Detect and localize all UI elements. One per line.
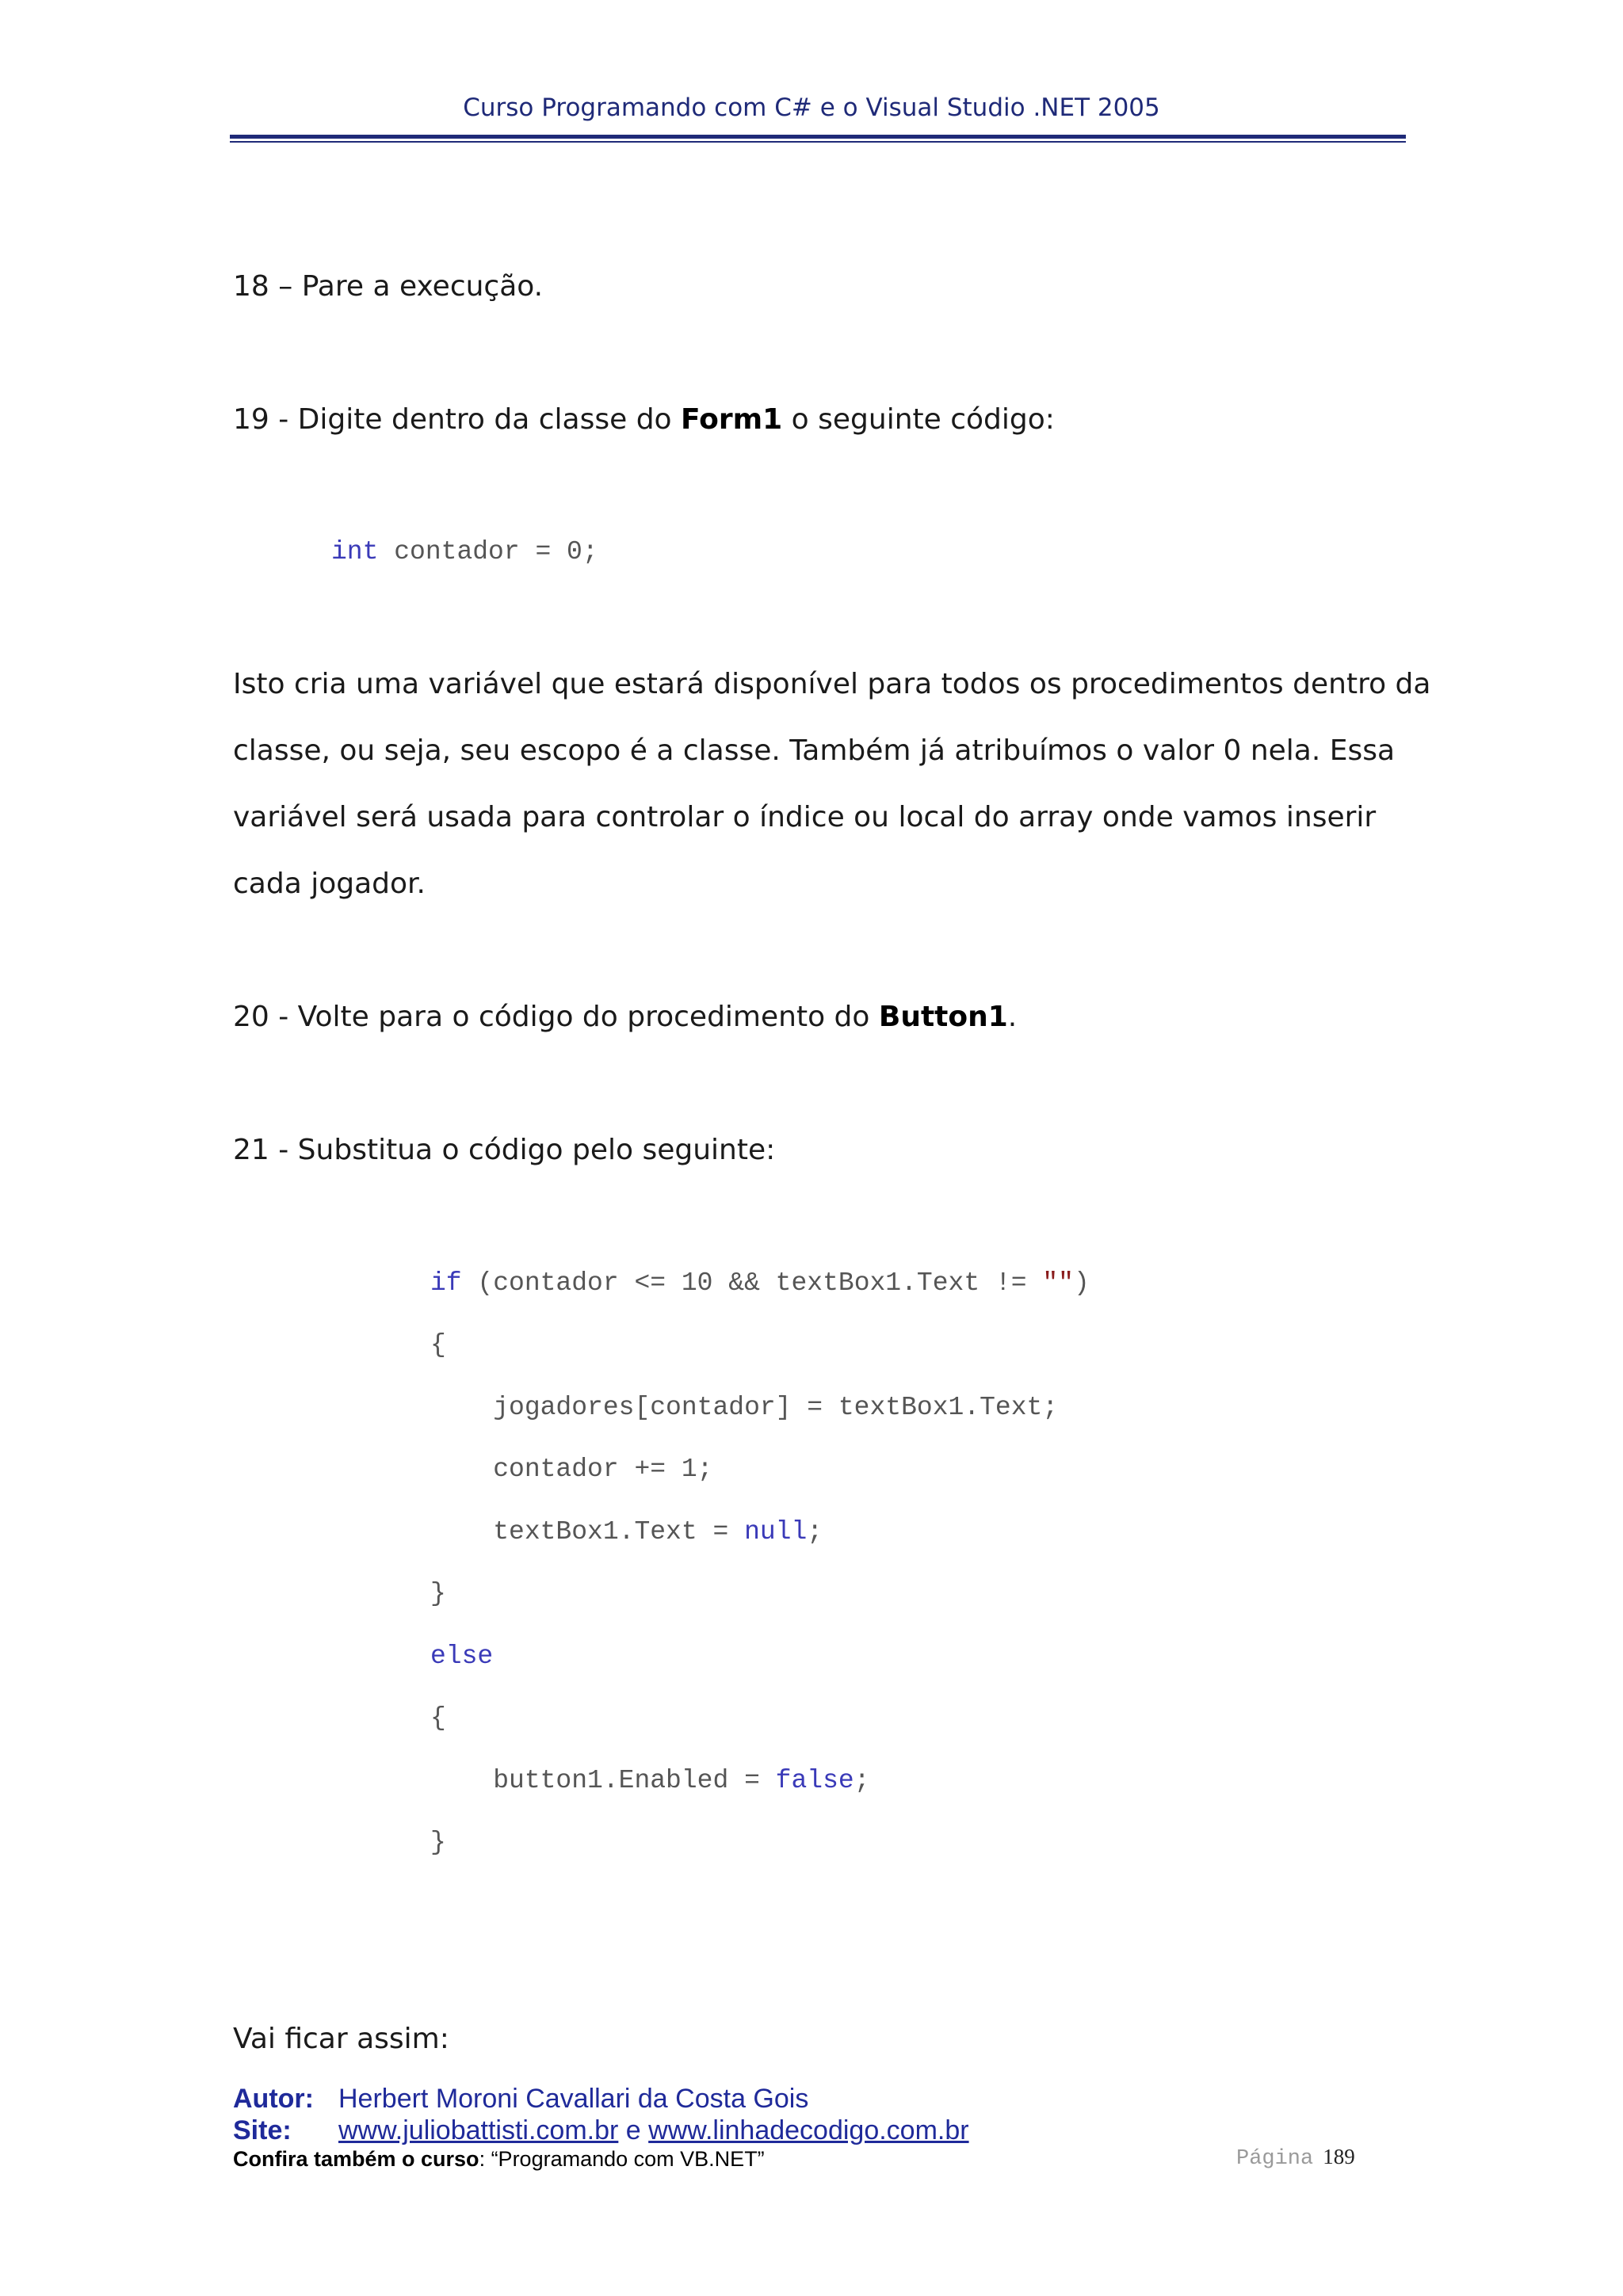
code-declaration <box>331 536 598 568</box>
footer-autor-label: Autor: <box>233 2084 314 2114</box>
header-rule-thick <box>230 135 1406 139</box>
code-line-9 <box>430 1765 870 1797</box>
code-string-empty: "" <box>1042 1268 1074 1298</box>
code-line-9-a: button1.Enabled = <box>430 1766 776 1795</box>
code-keyword-int: int <box>331 537 379 566</box>
footer-site-label: Site: <box>233 2115 292 2145</box>
code-line-1 <box>430 1268 1090 1299</box>
page-word: Página <box>1236 2147 1314 2171</box>
code-keyword-if: if <box>430 1268 462 1298</box>
code-line-5 <box>430 1516 823 1548</box>
step-19-form1: Form1 <box>681 403 783 436</box>
step-19 <box>233 402 1055 437</box>
page-header-title: Curso Programando com C# e o Visual Studio .NET 2005 <box>463 93 1160 122</box>
para-line-2: classe, ou seja, seu escopo é a classe. Também já atribuímos o valor 0 nela. Essa <box>233 734 1396 767</box>
code-line-4: contador += 1; <box>430 1455 713 1484</box>
header-rule-thin <box>230 141 1406 143</box>
code-line-3: jogadores[contador] = textBox1.Text; <box>430 1393 1059 1422</box>
code-line-5-b: ; <box>807 1517 823 1547</box>
para-line-1: Isto cria uma variável que estará disponível para todos os procedimentos dentro da <box>233 668 1431 700</box>
code-line-1-mid: (contador <= 10 && textBox1.Text != <box>461 1268 1043 1298</box>
code-line-6: } <box>430 1579 446 1608</box>
code-line-10: } <box>430 1828 446 1857</box>
code-keyword-else: else <box>430 1642 494 1671</box>
footer-note-rest: : “Programando com VB.NET” <box>479 2147 765 2171</box>
para-line-4: cada jogador. <box>233 868 426 900</box>
step-18: 18 – Pare a execução. <box>233 270 544 303</box>
step-21: 21 - Substitua o código pelo seguinte: <box>233 1134 776 1166</box>
code-keyword-false: false <box>775 1766 854 1795</box>
footer-site-links <box>338 2115 969 2146</box>
step-20 <box>233 1000 1017 1035</box>
code-line-2: { <box>430 1330 446 1360</box>
code-line-7 <box>430 1641 493 1672</box>
step-20-button1: Button1 <box>878 1001 1008 1033</box>
page-number-value: 189 <box>1323 2145 1355 2168</box>
code-keyword-null: null <box>744 1517 808 1547</box>
page-number <box>1236 2145 1355 2171</box>
step-20-text-b: . <box>1007 1001 1018 1033</box>
code-line-8: { <box>430 1703 446 1733</box>
step-19-text-a: 19 - Digite dentro da classe do <box>233 403 682 436</box>
para-line-3: variável será usada para controlar o índice ou local do array onde vamos inserir <box>233 801 1377 833</box>
code-line-5-a: textBox1.Text = <box>430 1517 745 1547</box>
footer-link-juliobattisti[interactable]: www.juliobattisti.com.br <box>338 2115 619 2145</box>
footer-link-separator: e <box>618 2115 649 2145</box>
code-declaration-rest: contador = 0; <box>378 537 598 566</box>
footer-link-linhadecodigo[interactable]: www.linhadecodigo.com.br <box>648 2115 969 2145</box>
footer-course-note <box>233 2147 765 2172</box>
code-line-1-end: ) <box>1073 1268 1090 1298</box>
closing-text: Vai ficar assim: <box>233 2023 449 2055</box>
step-20-text-a: 20 - Volte para o código do procedimento do <box>233 1001 879 1033</box>
footer-note-bold: Confira também o curso <box>233 2147 479 2171</box>
footer-autor-name: Herbert Moroni Cavallari da Costa Gois <box>338 2084 809 2114</box>
step-19-text-b: o seguinte código: <box>782 403 1055 436</box>
code-line-9-b: ; <box>854 1766 870 1795</box>
